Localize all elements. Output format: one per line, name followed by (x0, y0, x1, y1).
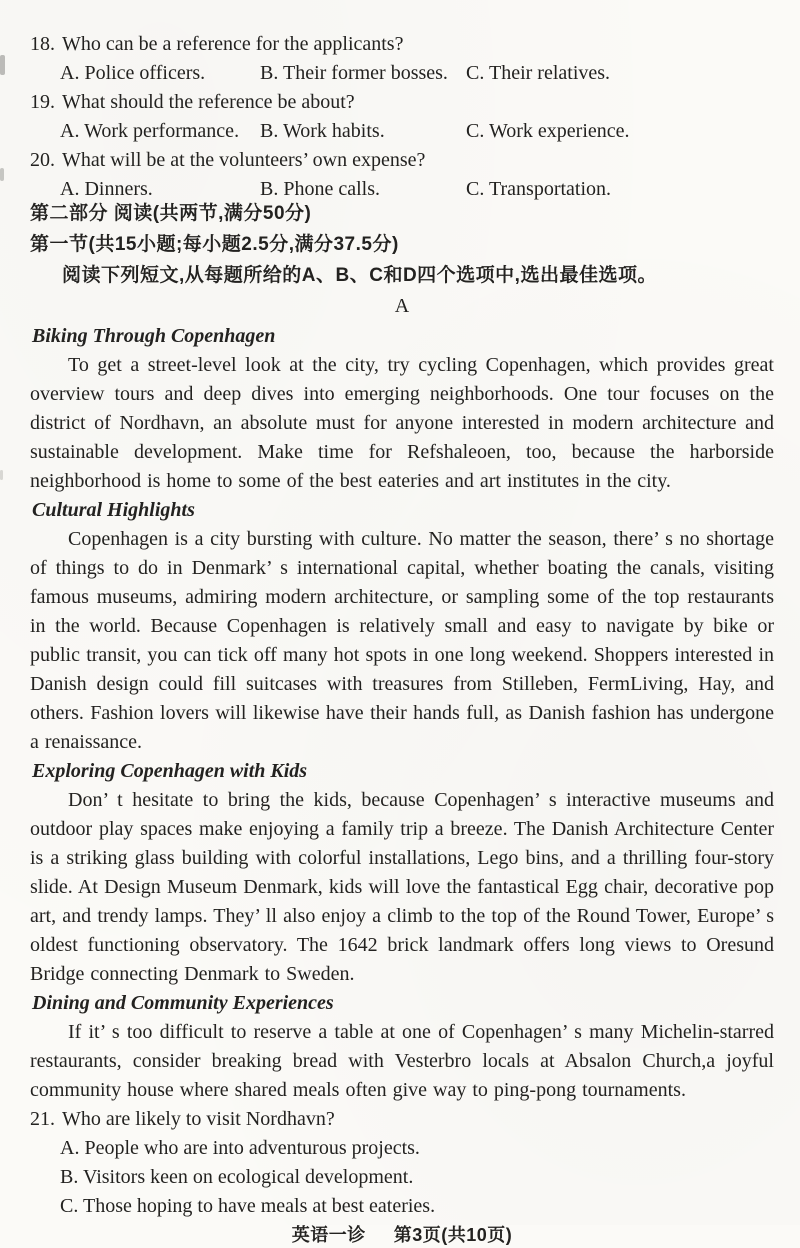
option-c: C. Work experience. (466, 120, 630, 142)
option-b: B. Phone calls. (260, 178, 380, 200)
option-a: A. Work performance. (60, 120, 240, 142)
question-18-options (30, 59, 774, 88)
option-a: A. Police officers. (60, 62, 206, 84)
question-text: What will be at the volunteers’ own expense? (62, 149, 426, 171)
section1-header: 第一节(共15小题;每小题2.5分,满分37.5分) (30, 234, 399, 255)
exam-name: 英语一诊 (291, 1225, 366, 1245)
scan-artifact (0, 470, 3, 480)
option-a: A. Dinners. (60, 178, 153, 200)
question-19-options (30, 117, 774, 146)
question-number: 18. (30, 33, 55, 55)
scan-artifact (0, 55, 5, 75)
passage-paragraph: To get a street-level look at the city, try cycling Copenhagen, which provides great overview tours and deep dives into emerging neighborhoods. One tour focuses on the district of Nordhavn, an absolute must for anyone interested in modern architecture and sustainable development. Make time for Refshaleoen, too, because the harborside neighborhood is home to some of the best eateries and art institutes in the city. (30, 354, 774, 492)
part2-header: 第二部分 阅读(共两节,满分50分) (30, 203, 312, 224)
question-text: Who can be a reference for the applicants? (62, 33, 404, 55)
passage-paragraph: Copenhagen is a city bursting with culture. No matter the season, there’ s no shortage of things to do in Denmark’ s international capital, whether boating the canals, visiting famous museums, admiring modern architecture, or sampling some of the top restaurants in the world. Because Copenhagen is relatively small and easy to navigate by bike or public transit, you can tick off many hot spots in one long weekend. Shoppers interested in Danish design could fill suitcases with treasures from Stilleben, FermLiving, Hay, and others. Fashion lovers will likewise have their hands full, as Danish fashion has undergone a renaissance. (30, 528, 774, 753)
passage-paragraph: If it’ s too difficult to reserve a table at one of Copenhagen’ s many Michelin-starred restaurants, consider breaking bread with Vesterbro locals at Absalon Church,a joyful community house where shared meals often give way to ping-pong tournaments. (30, 1021, 774, 1101)
option-b: B. Work habits. (260, 120, 385, 142)
option-b: B. Their former bosses. (260, 62, 448, 84)
passage-heading-kids: Exploring Copenhagen with Kids (32, 760, 308, 782)
question-21 (30, 1105, 774, 1134)
section-headers (30, 198, 774, 291)
page-number: 第3页(共10页) (393, 1225, 513, 1245)
scan-artifact (0, 168, 4, 181)
option-b: B. Visitors keen on ecological development. (60, 1166, 414, 1188)
passage-heading-cultural: Cultural Highlights (32, 499, 195, 521)
option-a: A. People who are into adventurous projects. (60, 1137, 420, 1159)
question-text: Who are likely to visit Nordhavn? (62, 1108, 335, 1130)
reading-instructions: 阅读下列短文,从每题所给的A、B、C和D四个选项中,选出最佳选项。 (62, 265, 657, 286)
passage-label-a: A (394, 295, 410, 317)
passage-heading-biking: Biking Through Copenhagen (32, 325, 276, 347)
question-18 (30, 30, 774, 59)
option-c: C. Transportation. (466, 178, 612, 200)
passage-heading-dining: Dining and Community Experiences (32, 992, 334, 1014)
question-text: What should the reference be about? (62, 91, 355, 113)
page-footer (30, 1223, 774, 1248)
option-c: C. Their relatives. (466, 62, 611, 84)
question-number: 20. (30, 149, 55, 171)
passage-paragraph: Don’ t hesitate to bring the kids, because Copenhagen’ s interactive museums and outdoor play spaces make enjoying a family trip a breeze. The Danish Architecture Center is a striking glass building with colorful installations, Lego bins, and a thrilling four-story slide. At Design Museum Denmark, kids will love the fantastical Egg chair, decorative pop art, and trendy lamps. They’ ll also enjoy a climb to the top of the Round Tower, Europe’ s oldest functioning observatory. The 1642 brick landmark offers long views to Oresund Bridge connecting Denmark to Sweden. (30, 789, 774, 985)
question-number: 21. (30, 1108, 55, 1130)
question-19 (30, 88, 774, 117)
question-21-options (30, 1134, 774, 1221)
question-20 (30, 146, 774, 175)
option-c: C. Those hoping to have meals at best eateries. (60, 1195, 436, 1217)
question-number: 19. (30, 91, 55, 113)
